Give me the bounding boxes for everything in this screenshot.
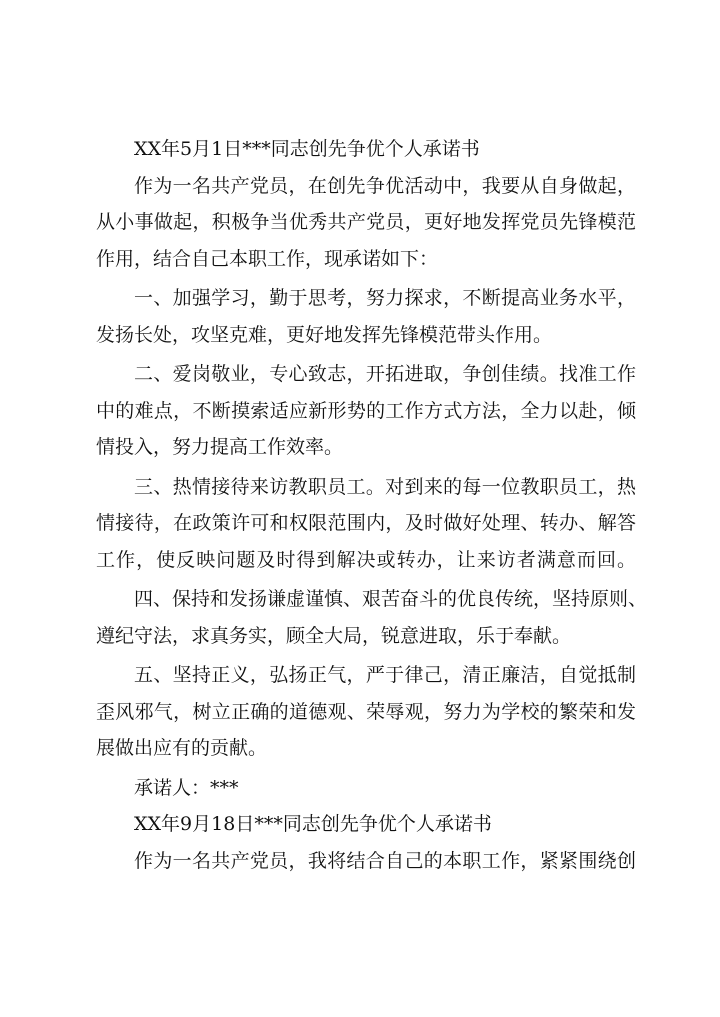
text-line: 展做出应有的贡献。	[96, 737, 268, 759]
text-line: 从小事做起，积极争当优秀共产党员，更好地发挥党员先锋模范	[96, 211, 636, 233]
text-line: 歪风邪气，树立正确的道德观、荣辱观，努力为学校的繁荣和发	[96, 700, 636, 723]
text-line: 情投入，努力提高工作效率。	[96, 436, 344, 458]
text-line: XX年5月1日***同志创先争优个人承诺书	[134, 138, 480, 160]
text-line: 承诺人：***	[134, 776, 239, 799]
text-line: 发扬长处，攻坚克难，更好地发挥先锋模范带头作用。	[96, 323, 553, 346]
text-line: 作为一名共产党员，在创先争优活动中，我要从自身做起，	[134, 174, 636, 197]
text-line: 四、保持和发扬谦虚谨慎、艰苦奋斗的优良传统，坚持原则、	[134, 588, 648, 610]
text-line: 情接待，在政策许可和权限范围内，及时做好处理、转办、解答	[96, 512, 636, 534]
text-line: 二、爱岗敬业，专心致志，开拓进取，争创佳绩。找准工作	[134, 363, 636, 385]
text-line: 中的难点，不断摸索适应新形势的工作方式方法，全力以赴，倾	[96, 399, 636, 422]
text-line: 工作，使反映问题及时得到解决或转办，让来访者满意而回。	[96, 548, 636, 571]
text-line: 一、加强学习，勤于思考，努力探求，不断提高业务水平，	[134, 287, 636, 309]
text-line: 遵纪守法，求真务实，顾全大局，锐意进取，乐于奉献。	[96, 624, 572, 647]
text-line: 三、热情接待来访教职员工。对到来的每一位教职员工，热	[134, 475, 636, 498]
text-line: 作用，结合自己本职工作，现承诺如下：	[96, 247, 439, 270]
text-line: 作为一名共产党员，我将结合自己的本职工作，紧紧围绕创	[134, 849, 636, 872]
document-body	[96, 131, 648, 879]
text-line: 五、坚持正义，弘扬正气，严于律己，清正廉洁，自觉抵制	[134, 664, 636, 686]
text-line: XX年9月18日***同志创先争优个人承诺书	[134, 813, 492, 835]
